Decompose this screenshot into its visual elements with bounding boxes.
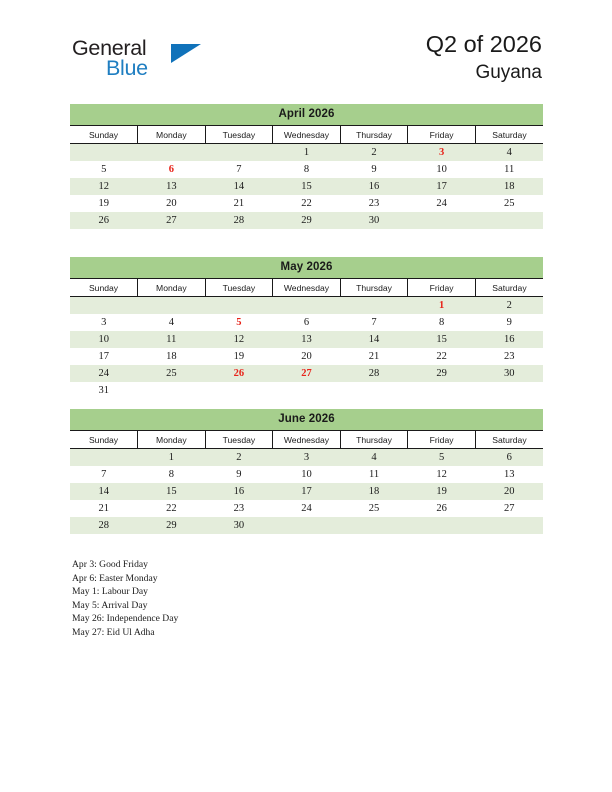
calendar-day[interactable]: 9 (340, 161, 408, 178)
calendar-day[interactable]: 4 (475, 144, 543, 162)
title-block (426, 30, 542, 86)
calendar-day[interactable]: 8 (273, 161, 341, 178)
weekday-header-monday: Monday (138, 431, 206, 449)
calendar-day[interactable]: 21 (70, 500, 138, 517)
weekday-header-tuesday: Tuesday (205, 279, 273, 297)
calendar-week-row (70, 195, 543, 212)
month-title-april: April 2026 (70, 104, 543, 125)
calendar-day[interactable]: 25 (340, 500, 408, 517)
calendar-day[interactable]: 23 (205, 500, 273, 517)
calendar-day[interactable]: 11 (340, 466, 408, 483)
calendar-day-empty (205, 297, 273, 315)
calendar-week-row (70, 331, 543, 348)
calendar-day[interactable]: 27 (475, 500, 543, 517)
calendar-day[interactable]: 5 (408, 449, 476, 467)
calendar-day[interactable]: 28 (70, 517, 138, 534)
holiday-list (72, 558, 512, 639)
calendar-day[interactable]: 19 (70, 195, 138, 212)
month-title-may: May 2026 (70, 257, 543, 278)
calendar-day[interactable]: 28 (205, 212, 273, 229)
calendar-day[interactable]: 7 (340, 314, 408, 331)
weekday-header-tuesday: Tuesday (205, 431, 273, 449)
calendar-week-row (70, 212, 543, 229)
holiday-list-item: May 27: Eid Ul Adha (72, 626, 155, 638)
calendar-day[interactable]: 22 (273, 195, 341, 212)
calendar-body (70, 144, 543, 230)
weekday-header-row (70, 431, 543, 449)
calendar-day-empty (138, 297, 206, 315)
calendar-day-empty (70, 449, 138, 467)
calendar-day[interactable]: 12 (70, 178, 138, 195)
holiday-list-item: Apr 3: Good Friday (72, 559, 148, 570)
calendar-day[interactable]: 8 (408, 314, 476, 331)
calendar-june (70, 409, 543, 534)
calendar-day-holiday[interactable]: 1 (408, 297, 476, 315)
calendar-day[interactable]: 16 (205, 483, 273, 500)
calendar-day[interactable]: 11 (138, 331, 206, 348)
calendar-day-empty (475, 382, 543, 399)
weekday-header-wednesday: Wednesday (273, 279, 341, 297)
page-header (0, 30, 612, 96)
calendar-week-row (70, 314, 543, 331)
calendar-day[interactable]: 19 (408, 483, 476, 500)
weekday-header-sunday: Sunday (70, 279, 138, 297)
calendar-day[interactable]: 12 (408, 466, 476, 483)
calendar-day[interactable]: 10 (408, 161, 476, 178)
calendar-day[interactable]: 9 (475, 314, 543, 331)
page-title: Q2 of 2026 (425, 31, 542, 57)
calendar-week-row (70, 483, 543, 500)
calendar-day-empty (408, 212, 476, 229)
calendar-day[interactable]: 24 (70, 365, 138, 382)
weekday-header-monday: Monday (138, 126, 206, 144)
calendar-day[interactable]: 29 (138, 517, 206, 534)
calendar-day[interactable]: 15 (408, 331, 476, 348)
calendar-day[interactable]: 15 (273, 178, 341, 195)
calendar-day[interactable]: 13 (475, 466, 543, 483)
weekday-header-row (70, 279, 543, 297)
calendar-day[interactable]: 7 (70, 466, 138, 483)
calendar-day-holiday[interactable]: 27 (273, 365, 341, 382)
calendar-week-row (70, 466, 543, 483)
calendar-day-empty (340, 297, 408, 315)
calendar-day-empty (70, 144, 138, 162)
calendar-day[interactable]: 7 (205, 161, 273, 178)
logo-text-general: General (72, 36, 147, 60)
calendar-day[interactable]: 2 (340, 144, 408, 162)
calendar-day[interactable]: 29 (273, 212, 341, 229)
calendar-day[interactable]: 26 (70, 212, 138, 229)
calendar-day[interactable]: 18 (340, 483, 408, 500)
calendar-day[interactable]: 26 (408, 500, 476, 517)
calendar-week-row (70, 144, 543, 162)
calendar-day-empty (205, 144, 273, 162)
calendar-day[interactable]: 30 (475, 365, 543, 382)
calendar-day[interactable]: 10 (273, 466, 341, 483)
calendar-week-row (70, 178, 543, 195)
weekday-header-tuesday: Tuesday (205, 126, 273, 144)
holiday-list-item: May 5: Arrival Day (72, 599, 148, 611)
brand-logo (72, 36, 282, 92)
calendar-day[interactable]: 17 (70, 348, 138, 365)
calendar-body (70, 297, 543, 400)
calendar-day[interactable]: 1 (138, 449, 206, 467)
holiday-list-item: May 1: Labour Day (72, 586, 148, 597)
calendar-day[interactable]: 21 (340, 348, 408, 365)
calendar-day-empty (408, 517, 476, 534)
calendar-day-holiday[interactable]: 3 (408, 144, 476, 162)
calendar-day[interactable]: 8 (138, 466, 206, 483)
calendar-day[interactable]: 17 (408, 178, 476, 195)
calendar-day[interactable]: 14 (70, 483, 138, 500)
weekday-header-row (70, 126, 543, 144)
calendar-day[interactable]: 19 (205, 348, 273, 365)
calendar-day-holiday[interactable]: 26 (205, 365, 273, 382)
calendar-day[interactable]: 24 (273, 500, 341, 517)
calendar-day[interactable]: 18 (475, 178, 543, 195)
calendar-week-row (70, 161, 543, 178)
weekday-header-thursday: Thursday (340, 279, 408, 297)
calendar-day[interactable]: 2 (475, 297, 543, 315)
calendar-day[interactable]: 16 (475, 331, 543, 348)
calendar-day-empty (475, 212, 543, 229)
calendar-table-may (70, 278, 543, 399)
calendar-day[interactable]: 13 (138, 178, 206, 195)
calendar-day[interactable]: 20 (475, 483, 543, 500)
calendar-day-empty (273, 382, 341, 399)
calendar-day[interactable]: 22 (408, 348, 476, 365)
weekday-header-sunday: Sunday (70, 431, 138, 449)
calendar-day[interactable]: 1 (273, 144, 341, 162)
logo-text-blue: Blue (106, 56, 148, 80)
calendar-day[interactable]: 5 (70, 161, 138, 178)
calendar-april (70, 104, 543, 229)
calendar-day[interactable]: 30 (205, 517, 273, 534)
calendar-day[interactable]: 9 (205, 466, 273, 483)
calendar-day-empty (340, 382, 408, 399)
weekday-header-monday: Monday (138, 279, 206, 297)
weekday-header-thursday: Thursday (340, 431, 408, 449)
calendar-day[interactable]: 24 (408, 195, 476, 212)
weekday-header-friday: Friday (408, 279, 476, 297)
calendar-day-holiday[interactable]: 6 (138, 161, 206, 178)
weekday-header-saturday: Saturday (475, 431, 543, 449)
calendar-day-empty (70, 297, 138, 315)
month-title-june: June 2026 (70, 409, 543, 430)
page-subtitle: Guyana (475, 62, 542, 83)
calendar-day[interactable]: 6 (475, 449, 543, 467)
calendar-day[interactable]: 20 (138, 195, 206, 212)
calendar-day[interactable]: 23 (475, 348, 543, 365)
calendar-day[interactable]: 10 (70, 331, 138, 348)
calendar-day-empty (340, 517, 408, 534)
logo-triangle-icon (171, 44, 201, 63)
calendar-day-empty (273, 297, 341, 315)
calendar-table-june (70, 430, 543, 534)
calendar-day[interactable]: 13 (273, 331, 341, 348)
calendar-week-row (70, 500, 543, 517)
calendar-day[interactable]: 20 (273, 348, 341, 365)
calendar-day[interactable]: 30 (340, 212, 408, 229)
holiday-list-item: May 26: Independence Day (72, 613, 179, 624)
calendar-day-empty (138, 382, 206, 399)
calendar-week-row (70, 517, 543, 534)
weekday-header-saturday: Saturday (475, 126, 543, 144)
weekday-header-sunday: Sunday (70, 126, 138, 144)
calendar-day[interactable]: 6 (273, 314, 341, 331)
weekday-header-wednesday: Wednesday (273, 431, 341, 449)
holiday-list-item: Apr 6: Easter Monday (72, 572, 158, 584)
weekday-header-friday: Friday (408, 431, 476, 449)
weekday-header-thursday: Thursday (340, 126, 408, 144)
calendar-day[interactable]: 4 (138, 314, 206, 331)
calendar-day[interactable]: 31 (70, 382, 138, 399)
calendar-week-row (70, 382, 543, 399)
calendar-day[interactable]: 29 (408, 365, 476, 382)
calendar-day[interactable]: 28 (340, 365, 408, 382)
calendar-table-april (70, 125, 543, 229)
calendar-day[interactable]: 21 (205, 195, 273, 212)
calendar-day[interactable]: 14 (340, 331, 408, 348)
calendar-may (70, 257, 543, 399)
calendar-day[interactable]: 14 (205, 178, 273, 195)
calendar-day[interactable]: 3 (70, 314, 138, 331)
calendar-week-row (70, 297, 543, 315)
calendar-day[interactable]: 12 (205, 331, 273, 348)
calendar-day[interactable]: 4 (340, 449, 408, 467)
calendar-day-empty (408, 382, 476, 399)
calendar-day-holiday[interactable]: 5 (205, 314, 273, 331)
calendar-day[interactable]: 25 (475, 195, 543, 212)
calendar-day[interactable]: 16 (340, 178, 408, 195)
calendar-week-row (70, 449, 543, 467)
calendar-day-empty (205, 382, 273, 399)
calendar-day[interactable]: 27 (138, 212, 206, 229)
calendar-week-row (70, 365, 543, 382)
calendar-day[interactable]: 23 (340, 195, 408, 212)
calendar-day[interactable]: 11 (475, 161, 543, 178)
calendar-week-row (70, 348, 543, 365)
calendar-day[interactable]: 2 (205, 449, 273, 467)
calendar-body (70, 449, 543, 535)
calendar-day-empty (475, 517, 543, 534)
calendar-day-empty (138, 144, 206, 162)
calendar-day[interactable]: 18 (138, 348, 206, 365)
calendar-day[interactable]: 3 (273, 449, 341, 467)
weekday-header-wednesday: Wednesday (273, 126, 341, 144)
weekday-header-friday: Friday (408, 126, 476, 144)
calendar-day[interactable]: 25 (138, 365, 206, 382)
calendar-day-empty (273, 517, 341, 534)
weekday-header-saturday: Saturday (475, 279, 543, 297)
calendar-day[interactable]: 17 (273, 483, 341, 500)
calendar-day[interactable]: 15 (138, 483, 206, 500)
calendar-day[interactable]: 22 (138, 500, 206, 517)
